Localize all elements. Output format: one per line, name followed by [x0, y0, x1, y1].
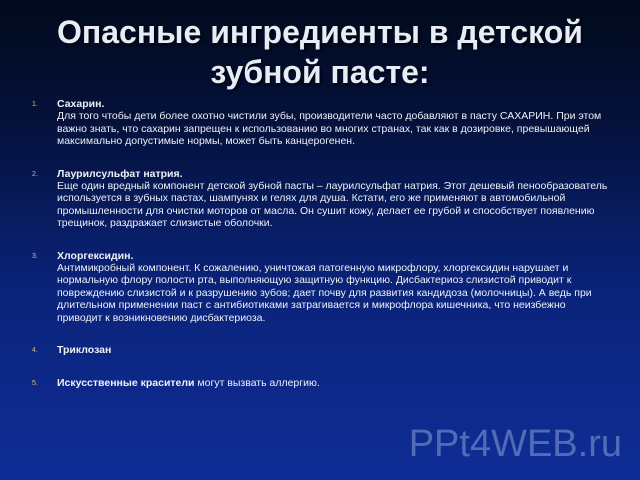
list-item-number: 2. [32, 170, 38, 178]
slide-title-line-1: Опасные ингредиенты в детской [57, 14, 583, 50]
slide-title-line-2: зубной пасте: [210, 54, 430, 90]
list-item-number: 5. [32, 379, 38, 387]
list-item [32, 168, 612, 230]
list-item [32, 250, 612, 324]
list-item-text: могут вызвать аллергию. [194, 376, 320, 389]
list-item-heading: Искусственные красители [57, 376, 195, 389]
list-item-number: 3. [32, 252, 38, 260]
list-item-text: Для того чтобы дети более охотно чистили зубы, производители часто добавляют в пасту САХАРИН. При этом важно знать, что сахарин запрещен к использованию во многих странах, так как в дозировке, превышающей максимально допустимые нормы, может быть канцерогенен. [57, 110, 602, 148]
list-item-text: Еще один вредный компонент детской зубной пасты – лаурилсульфат натрия. Этот дешевый пенообразователь используется в зубных пастах, шампунях и гелях для душа. Кстати, его же применяют в автомобильной промышленности для очистки моторов от масла. Он сушит кожу, делает ее грубой и способствует появлению трещинок, раздражает слизистые оболочки. [57, 180, 608, 230]
ingredient-list [32, 98, 612, 389]
list-item [32, 344, 612, 356]
slide-title [0, 12, 640, 92]
list-item-text: Антимикробный компонент. К сожалению, уничтожая патогенную микрофлору, хлоргексидин нарушает и нормальную флору полости рта, выполняющую защитную функцию. Дисбактериоз слизистой приводит к повреждению слизистой и к разрушению зубов; дает почву для развития кандидоза (молочницы). А ведь при длительном применении паст с антибиотиками затрагивается и микрофлора кишечника, что неизбежно приводит к возникновению дисбактериоза. [57, 262, 592, 324]
list-item-heading: Лаурилсульфат натрия. [57, 167, 183, 180]
list-item-heading: Хлоргексидин. [57, 249, 134, 262]
list-item [32, 377, 612, 389]
list-item [32, 98, 612, 148]
list-item-line [57, 377, 612, 389]
list-item-number: 4. [32, 347, 38, 355]
site-watermark: PPt4WEB.ru [408, 423, 622, 465]
list-item-heading: Триклозан [57, 344, 112, 357]
list-item-heading: Сахарин. [57, 98, 105, 110]
list-item-number: 1. [32, 101, 38, 108]
